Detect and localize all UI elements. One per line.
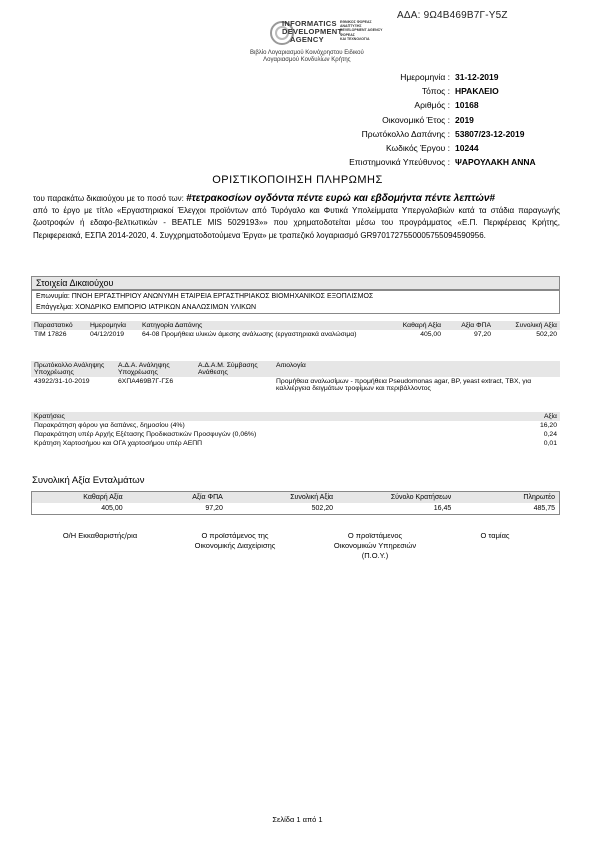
table-cell: 16,45: [433, 505, 452, 512]
col-header: Αξία ΦΠΑ: [461, 322, 491, 329]
col-header: Πληρωτέο: [523, 494, 555, 501]
col-header: Πρωτόκολλο Ανάληψης Υποχρέωσης: [34, 362, 105, 376]
signature-financial-management: Ο προϊστάμενος της Οικονομικής Διαχείρισης: [194, 531, 276, 550]
table-cell: Προμήθεια αναλωσίμων - προμήθεια Pseudomonas agar, BP, yeast extract, TBX, για καλλιέργεια δειγμάτων τροφίμων και περιβάλλοντος: [276, 378, 532, 392]
table-cell: 97,20: [205, 505, 223, 512]
table-cell: 6ΧΠΑ469Β7Γ-ΓΣ6: [118, 378, 174, 385]
col-header: Α.Δ.Α.Μ. Σύμβασης Ανάθεσης: [198, 362, 258, 376]
document-meta: [320, 70, 570, 169]
col-header: Καθαρή Αξία: [83, 494, 123, 501]
deductions-header-row: [31, 412, 560, 421]
table-cell: 405,00: [420, 331, 441, 338]
col-header: Συνολική Αξία: [515, 322, 557, 329]
beneficiary-job-label: Επάγγελμα:: [36, 304, 74, 311]
beneficiary-name-label: Επωνυμία:: [36, 293, 70, 300]
meta-row: Τόπος : ΗΡΑΚΛΕΙΟ: [421, 86, 499, 97]
beneficiary-heading: Στοιχεία Δικαιούχου: [31, 276, 560, 290]
table-row: [32, 503, 560, 515]
col-header: Κατηγορία Δαπάνης: [142, 322, 203, 329]
col-header: Καθαρή Αξία: [402, 322, 441, 329]
commitment-header-row: [31, 361, 560, 377]
ada-code: ΑΔΑ: 9Ω4Β469Β7Γ-Υ5Ζ: [397, 10, 508, 21]
deduction-value: 16,20: [539, 422, 557, 429]
deductions-table: [31, 412, 560, 448]
table-row: [31, 430, 560, 439]
deduction-value: 0,24: [543, 431, 557, 438]
meta-row: Οικονομικό Έτος : 2019: [382, 114, 474, 125]
deduction-label: Παρακράτηση υπέρ Αρχής Εξέτασης Προδικαστικών Προσφυγών (0,06%): [34, 431, 257, 438]
meta-row: Ημερομηνία : 31-12-2019: [400, 72, 499, 83]
col-header: Κρατήσεις: [34, 413, 65, 420]
logo-caption: Βιβλίο Λογαριασμού Κοινόχρηστου Ειδικού Λογαριασμού Κονδυλίων Κρήτης: [250, 50, 364, 63]
deduction-label: Παρακράτηση φόρου για δαπάνες, δημοσίου (4%): [34, 422, 185, 429]
col-header: Αξία: [543, 413, 557, 420]
meta-row: Πρωτόκολλο Δαπάνης : 53807/23-12-2019: [361, 128, 525, 139]
col-header: Αιτιολογία: [276, 362, 306, 369]
table-cell: 43922/31-10-2019: [34, 378, 90, 385]
table-cell: 502,20: [536, 331, 557, 338]
page-title: ΟΡΙΣΤΙΚΟΠΟΙΗΣΗ ΠΛΗΡΩΜΗΣ: [212, 174, 383, 186]
project-description: από το έργο με τίτλο «Εργαστηριακοί Έλεγχοι προϊόντων από Τυρόγαλο και Φυτικά Υπολείμματα Υπεργολαβιών κατά τα στάδια παραγωγής ζωοτροφών ή εδαφο-βελτιωτικών - BEATLE MIS 5029193»» που χρηματοδοτείται μέσω του προγράμματος «Ε.Π. Περιφέρειας Κρήτης, Περιφερειακά, ΕΣΠΑ 2014-2020, 4. Συγχρηματοδοτούμενα Έργα» με τραπεζικό λογαριασμό GR9701727550005755094590956.: [33, 206, 560, 240]
meta-row: Επιστημονικά Υπεύθυνος : ΨΑΡΟΥΛΑΚΗ ΑΝΝΑ: [349, 157, 536, 168]
table-cell: 485,75: [533, 505, 555, 512]
beneficiary-job: ΧΟΝΔΡΙΚΟ ΕΜΠΟΡΙΟ ΙΑΤΡΙΚΩΝ ΑΝΑΛΩΣΙΜΩΝ ΥΛΙΚΩΝ: [75, 304, 257, 311]
table-cell: 97,20: [473, 331, 491, 338]
totals-table: [31, 491, 560, 515]
amount-in-words: #τετρακοσίων ογδόντα πέντε ευρώ και εβδομήντα πέντε λεπτών#: [186, 193, 495, 204]
beneficiary-box: [31, 290, 560, 314]
payment-description: [33, 193, 560, 242]
deduction-label: Κράτηση Χαρτοσήμου και ΟΓΑ χαρτοσήμου υπέρ ΑΕΠΠ: [34, 440, 203, 447]
deduction-value: 0,01: [543, 440, 557, 447]
table-cell: 405,00: [101, 505, 123, 512]
signature-treasurer: Ο ταμίας: [480, 531, 510, 540]
col-header: Συνολική Αξία: [290, 494, 334, 501]
table-cell: 64-08 Προμήθεια υλικών άμεσης ανάλωσης (εργαστηριακά αναλώσιμα): [142, 331, 357, 338]
beneficiary-name: ΠΝΟΗ ΕΡΓΑΣΤΗΡΙΟΥ ΑΝΩΝΥΜΗ ΕΤΑΙΡΕΙΑ ΕΡΓΑΣΤΗΡΙΑΚΟΣ ΒΙΟΜΗΧΑΝΙΚΟΣ ΕΞΟΠΛΙΣΜΟΣ: [71, 293, 374, 300]
signature-clearer: Ο/Η Εκκαθαριστής/ρια: [62, 531, 138, 540]
logo-main-text: INFORMATICS DEVELOPMENT AGENCY: [282, 19, 343, 44]
invoice-header-row: [31, 321, 560, 330]
table-row: [31, 439, 560, 448]
meta-row: Κωδικός Έργου : 10244: [385, 143, 479, 154]
beneficiary-job-line: [32, 302, 559, 313]
col-header: Αξία ΦΠΑ: [192, 494, 223, 501]
intro-text: του παρακάτω δικαιούχου με το ποσό των:: [33, 194, 184, 203]
page-number: Σελίδα 1 από 1: [272, 815, 323, 824]
table-row: [31, 330, 560, 339]
table-cell: ΤΙΜ 17826: [34, 331, 67, 338]
table-cell: [195, 377, 273, 393]
totals-title: Συνολική Αξία Ενταλμάτων: [32, 475, 145, 486]
commitment-table: [31, 361, 560, 393]
signature-financial-services: Ο προϊστάμενος Οικονομικών Υπηρεσιών (Π.Ο.Υ.): [333, 531, 417, 560]
table-cell: 04/12/2019: [90, 331, 125, 338]
col-header: Παραστατικό: [34, 322, 73, 329]
col-header: Σύνολο Κρατήσεων: [390, 494, 452, 501]
col-header: Ημερομηνία: [90, 322, 127, 329]
totals-header-row: [32, 492, 560, 504]
table-cell: 502,20: [311, 505, 334, 512]
table-row: [31, 421, 560, 430]
agency-logo: [270, 18, 390, 48]
invoice-table: [31, 321, 560, 339]
table-row: [31, 377, 560, 393]
col-header: Α.Δ.Α. Ανάληψης Υποχρέωσης: [118, 362, 170, 376]
meta-row: Αριθμός : 10168: [414, 100, 479, 111]
beneficiary-name-line: [32, 291, 559, 302]
logo-small-text: ΕΘΝΙΚΟΣ ΦΟΡΕΑΣ ΑΝΑΠΤΥΞΗΣ DEVELOPMENT AGENCY ΦΟΡΕΑΣ ΚΑΙ ΤΕΧΝΟΛΟΓΙΑ: [340, 20, 383, 41]
